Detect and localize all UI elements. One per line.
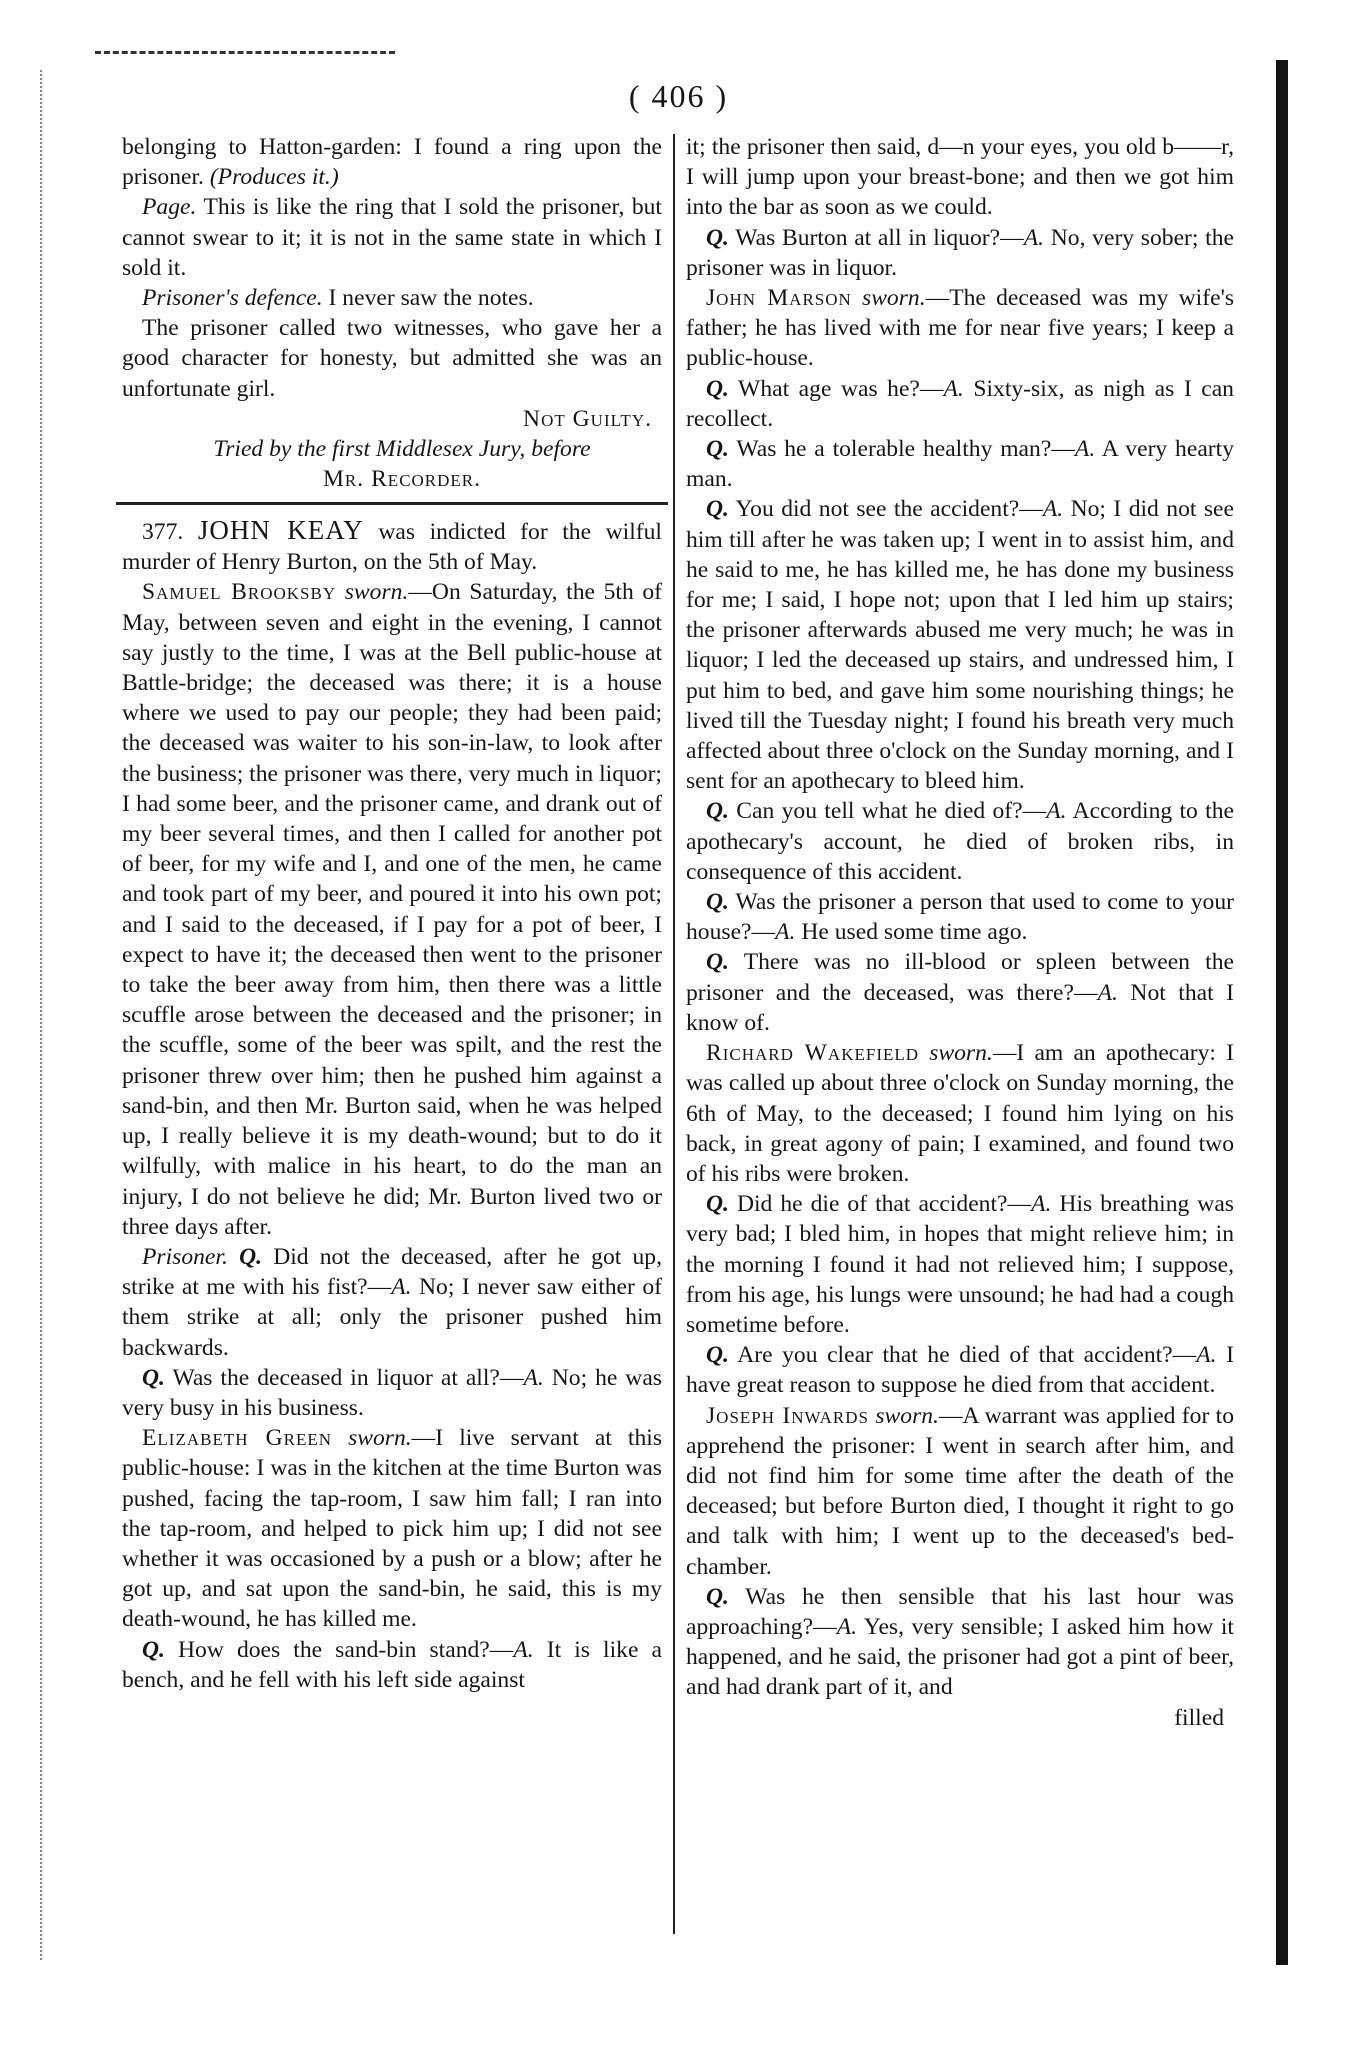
jury-note: Tried by the first Middlesex Jury, before [213, 436, 591, 463]
speaker: Prisoner's defence. [142, 285, 323, 312]
witness-name: Samuel Brooksby [142, 579, 337, 606]
text: —The deceased was my wife's father; he has lived with me for near five years; I keep a public-house. [686, 285, 1234, 372]
text: Can you tell what he died of?— [736, 798, 1047, 825]
text: —I am an apothecary: I was called up about three o'clock on Sunday morning, the 6th of May, to the deceased; I found him lying on his back, in great agony of pain; I examined, and found two of his ribs were broken. [686, 1040, 1234, 1187]
text: —I live servant at this public-house: I was in the kitchen at the time Burton was pushed, facing the tap-room, I saw him fall; I ran into the tap-room, and helped to pick him up; I did not see whether it was occasioned by a push or a blow; after he got up, and sat upon the sand-bin, he said, this is my death-wound, he has killed me. [122, 1425, 663, 1633]
jury-note-2: Mr. Recorder. [322, 466, 482, 493]
sworn: sworn. [862, 285, 926, 312]
text: Was the deceased in liquor at all?— [172, 1364, 524, 1391]
paragraph [122, 1423, 662, 1634]
text: This is like the ring that I sold the prisoner, but cannot swear to it; it is not in the same state in which I sold it. [122, 194, 662, 281]
answer-mark: A. [1042, 496, 1064, 523]
text: was indicted for the wilful murder of Henry Burton, on the 5th of May. [122, 519, 662, 576]
paragraph [686, 887, 1234, 947]
paragraph [686, 1340, 1234, 1400]
answer-mark: A. [1046, 798, 1067, 825]
text: Was he a tolerable healthy man?— [736, 436, 1075, 463]
text: He used some time ago. [801, 919, 1028, 946]
stage-direction: (Produces it.) [209, 164, 339, 191]
question-mark: Q. [142, 1636, 165, 1663]
text: His breathing was very bad; I bled him, in hopes that might relieve him; in the morning I found it had not relieved him; I suppose, from his age, his lungs were unsound; he had had a cough sometime before. [686, 1191, 1234, 1338]
paragraph [122, 577, 662, 1241]
text: Did not the deceased, after he got up, strike at me with his fist?— [122, 1243, 662, 1301]
text: Yes, very sensible; I asked him how it happened, and he said, the prisoner had got a pint of beer, and had drank part of it, and [686, 1613, 1234, 1701]
text: it; the prisoner then said, d—n your eyes, you old b——r, I will jump upon your breast-bone; and then we got him into the bar as soon as we could. [686, 134, 1234, 221]
page-number: ( 406 ) [628, 78, 729, 114]
text: —On Saturday, the 5th of May, between seven and eight in the evening, I cannot say justly to the time, I was at the Bell public-house at Battle-bridge; the deceased was there; it is a house where we used to pay our people; they had been paid; the deceased was waiter to his son-in-law, to look after the business; the prisoner was there, very much in liquor; I had some beer, and the prisoner came, and drank out of my beer several times, and then I called for another pot of beer, for my wife and I, and one of the men, he came and took part of my beer, and poured it into his own pot; and I said to the deceased, if I pay for a pot of beer, I expect to have it; the deceased then went to the prisoner to take the beer away from him, then there was a little scuffle arose between the deceased and the prisoner; in the scuffle, some of the beer was spilt, and the rest the prisoner threw over him; then he pushed him against a sand-bin, and then Mr. Burton said, when he was helped up, I really believe it is my death-wound; but to do it wilfully, with malice in his heart, to do the man an injury, I do not believe he did; Mr. Burton lived two or three days after. [122, 579, 662, 1240]
sworn: sworn. [875, 1402, 939, 1429]
paragraph [686, 132, 1234, 223]
case-number: 377. [142, 519, 184, 546]
text: No, very sober; the prisoner was in liquor. [686, 224, 1234, 281]
answer-mark: A. [1023, 224, 1045, 251]
text: What age was he?— [738, 375, 944, 402]
text: I never saw the notes. [328, 285, 534, 312]
sworn: sworn. [348, 1425, 412, 1452]
text: Did he die of that accident?— [736, 1191, 1032, 1218]
witness-name: John Marson [706, 285, 852, 312]
answer-mark: A. [1031, 1191, 1052, 1218]
answer-mark: A. [836, 1613, 857, 1640]
paragraph [122, 283, 662, 313]
paragraph [686, 1038, 1234, 1189]
paragraph [686, 434, 1234, 494]
paragraph [686, 283, 1234, 374]
text: According to the apothecary's account, he died of broken ribs, in consequence of this accident. [686, 798, 1234, 885]
question-mark: Q. [706, 1191, 729, 1218]
answer-mark: A. [1196, 1342, 1217, 1369]
question-mark: Q. [706, 1342, 729, 1369]
answer-mark: A. [513, 1636, 534, 1663]
answer-mark: A. [391, 1274, 412, 1301]
text: You did not see the accident?— [735, 496, 1043, 523]
paragraph [122, 1363, 662, 1423]
question-mark: Q. [706, 949, 729, 976]
paragraph [686, 796, 1234, 887]
paragraph [122, 1635, 662, 1695]
margin-speckles [40, 70, 50, 1960]
text: —A warrant was applied for to apprehend the prisoner: I went in search after him, and did not find him for some time after the death of the deceased; but before Burton died, I thought it right to go and talk with him; I went up to the deceased's bed-chamber. [686, 1402, 1235, 1580]
question-mark: Q. [706, 798, 729, 825]
text: How does the sand-bin stand?— [178, 1636, 514, 1663]
paragraph [122, 313, 662, 404]
left-column [122, 132, 662, 1695]
paragraph [686, 223, 1234, 283]
answer-mark: A. [523, 1364, 544, 1391]
text: Was he then sensible that his last hour was approaching?— [686, 1583, 1234, 1640]
text: No; I did not see him till after he was taken up; I went in to assist him, and he said to me, he has killed me, he has done my business for me; I said, I hope not; upon that I led him up stairs; the prisoner afterwards abused me very much; he was in liquor; I led the deceased up stairs, and undressed him, I put him to bed, and gave him some nourishing things; he lived till the Tuesday night; I found his breath very much affected about three o'clock on the Sunday morning, and I sent for an apothecary to bleed him. [686, 496, 1234, 795]
defendant-name: JOHN KEAY [197, 515, 364, 546]
speaker: Page. [142, 194, 197, 221]
text: Are you clear that he died of that accident?— [737, 1342, 1197, 1369]
paragraph [686, 494, 1234, 796]
text: Was Burton at all in liquor?— [735, 224, 1024, 251]
witness-name: Richard Wakefield [706, 1040, 920, 1067]
verdict: Not Guilty. [523, 405, 652, 432]
text: I have great reason to suppose he died from that accident. [686, 1342, 1234, 1399]
answer-mark: A. [943, 375, 964, 402]
catchword: filled [1174, 1704, 1224, 1731]
answer-mark: A. [1074, 436, 1096, 463]
paragraph [686, 374, 1234, 434]
text: No; I never saw either of them strike at all; only the prisoner pushed him backwards. [122, 1274, 662, 1361]
question-mark: Q. [706, 889, 729, 916]
case-separator [116, 502, 668, 505]
text: The prisoner called two witnesses, who gave her a good character for honesty, but admitted she was an unfortunate girl. [122, 315, 662, 402]
speaker: Prisoner. [142, 1243, 228, 1270]
question-mark: Q. [142, 1364, 165, 1391]
text: A very hearty man. [686, 436, 1235, 493]
question-mark: Q. [706, 375, 729, 402]
text: Sixty-six, as nigh as I can recollect. [686, 375, 1234, 432]
witness-name: Joseph Inwards [706, 1402, 870, 1429]
case-heading [122, 515, 662, 577]
paragraph [122, 192, 662, 283]
paragraph [686, 947, 1234, 1038]
answer-mark: A. [1097, 979, 1118, 1006]
question-mark: Q. [239, 1243, 262, 1270]
right-column [686, 132, 1234, 1733]
paragraph [686, 1582, 1234, 1703]
question-mark: Q. [706, 224, 729, 251]
text: It is like a bench, and he fell with his left side against [122, 1636, 662, 1693]
question-mark: Q. [706, 436, 729, 463]
text: Was the prisoner a person that used to come to your house?— [686, 889, 1234, 946]
column-divider [673, 134, 675, 1934]
paragraph [122, 1242, 662, 1363]
paragraph [686, 1189, 1234, 1340]
binding-edge [1276, 60, 1288, 1965]
witness-name: Elizabeth Green [142, 1425, 332, 1452]
top-rule [95, 51, 395, 54]
question-mark: Q. [706, 1583, 729, 1610]
text: belonging to Hatton-garden: I found a ring upon the prisoner. [122, 134, 662, 191]
question-mark: Q. [706, 496, 729, 523]
text: No; he was very busy in his business. [122, 1364, 662, 1421]
text: Not that I know of. [686, 979, 1235, 1036]
paragraph [686, 1401, 1234, 1582]
sworn: sworn. [929, 1040, 993, 1067]
text: There was no ill-blood or spleen between the prisoner and the deceased, was there?— [686, 949, 1234, 1006]
answer-mark: A. [775, 919, 796, 946]
sworn: sworn. [344, 579, 409, 606]
paragraph [122, 132, 662, 192]
